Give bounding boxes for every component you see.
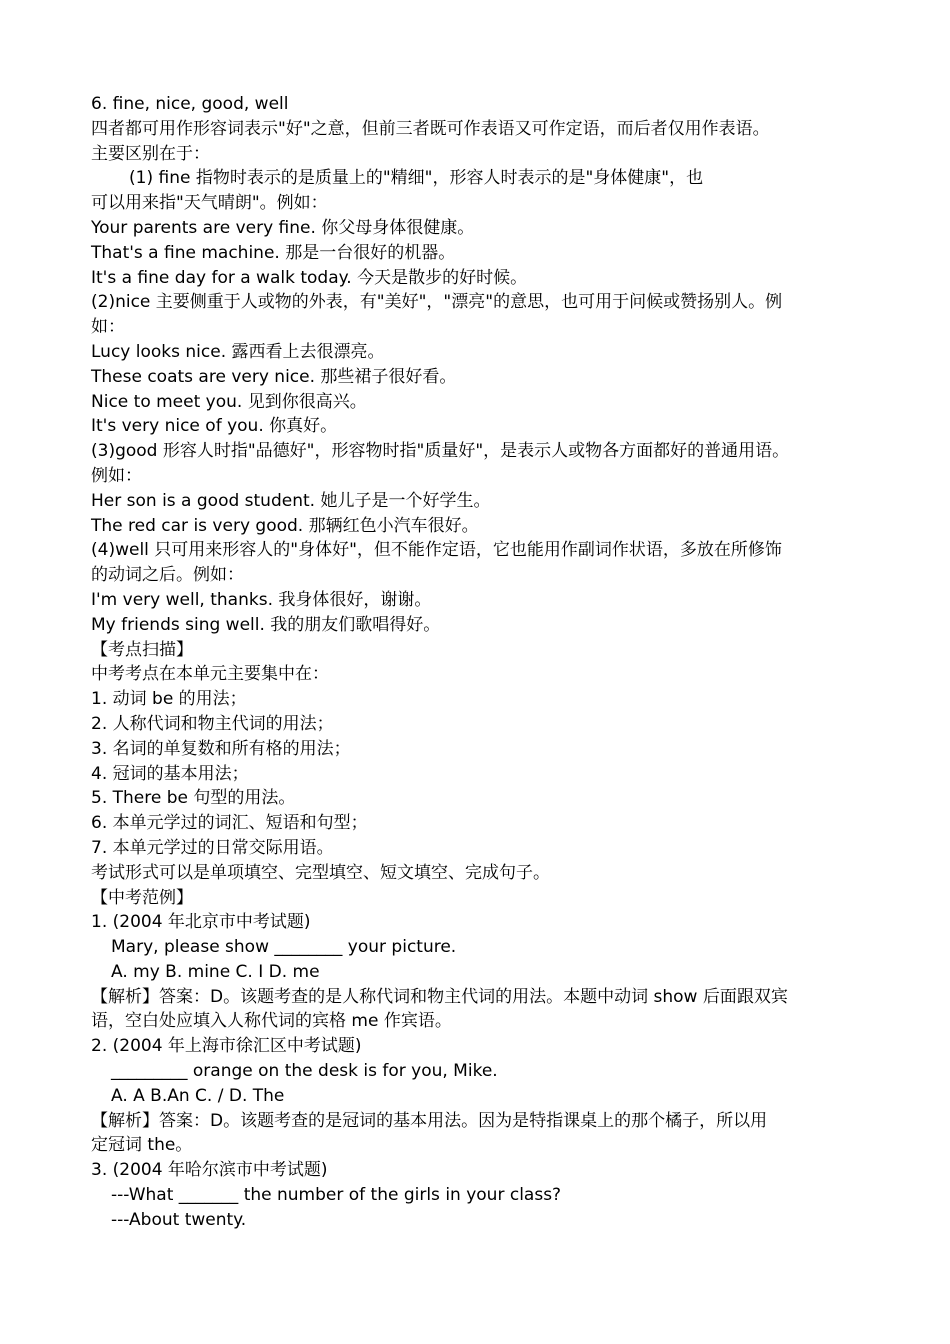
- list-item: 4. 冠词的基本用法；: [91, 763, 249, 784]
- analysis-line: 【解析】答案：D。该题考查的是冠词的基本用法。因为是特指课桌上的那个橘子，所以用: [91, 1110, 768, 1131]
- analysis-line: 定冠词 the。: [91, 1135, 193, 1156]
- example-sentence: My friends sing well. 我的朋友们歌唱得好。: [91, 614, 441, 635]
- paragraph-line: 可以用来指"天气晴朗"。例如：: [91, 193, 328, 214]
- document-page: [91, 92, 861, 1233]
- example-sentence: I'm very well, thanks. 我身体很好，谢谢。: [91, 589, 432, 610]
- paragraph-line: 主要区别在于：: [91, 143, 210, 164]
- list-item: 1. 动词 be 的用法；: [91, 689, 247, 710]
- question-sentence: Mary, please show ________ your picture.: [111, 937, 457, 958]
- example-sentence: These coats are very nice. 那些裙子很好看。: [91, 366, 457, 387]
- paragraph-line: 的动词之后。例如：: [91, 565, 244, 586]
- paragraph-line: (4)well 只可用来形容人的"身体好"，但不能作定语，它也能用作副词作状语，多放在所修饰: [91, 540, 782, 561]
- analysis-line: 语，空白处应填入人称代词的宾格 me 作宾语。: [91, 1011, 452, 1032]
- example-sentence: Your parents are very fine. 你父母身体很健康。: [91, 217, 475, 238]
- question-heading: 2. (2004 年上海市徐汇区中考试题): [91, 1036, 362, 1057]
- paragraph-line: 中考考点在本单元主要集中在：: [91, 664, 329, 685]
- list-item: 5. There be 句型的用法。: [91, 788, 296, 809]
- analysis-line: 【解析】答案：D。该题考查的是人称代词和物主代词的用法。本题中动词 show 后面跟双宾: [91, 986, 788, 1007]
- example-sentence: That's a fine machine. 那是一台很好的机器。: [91, 242, 456, 263]
- question-heading: 1. (2004 年北京市中考试题): [91, 912, 311, 933]
- question-sentence: ---About twenty.: [111, 1209, 247, 1230]
- section-heading: 【中考范例】: [91, 887, 193, 908]
- example-sentence: Nice to meet you. 见到你很高兴。: [91, 391, 367, 412]
- paragraph-line: (2)nice 主要侧重于人或物的外表，有"美好"，"漂亮"的意思，也可用于问候或赞扬别人。例: [91, 292, 783, 313]
- question-heading: 3. (2004 年哈尔滨市中考试题): [91, 1160, 328, 1181]
- section-heading: 【考点扫描】: [91, 639, 193, 660]
- paragraph-line: (1) fine 指物时表示的是质量上的"精细"，形容人时表示的是"身体健康"，也: [129, 168, 704, 189]
- list-item: 2. 人称代词和物主代词的用法；: [91, 713, 334, 734]
- example-sentence: The red car is very good. 那辆红色小汽车很好。: [91, 515, 479, 536]
- list-item: 6. 本单元学过的词汇、短语和句型；: [91, 813, 368, 834]
- paragraph-line: 例如：: [91, 465, 142, 486]
- paragraph-line: 四者都可用作形容词表示"好"之意，但前三者既可作表语又可作定语，而后者仅用作表语。: [91, 118, 770, 139]
- question-sentence: _________ orange on the desk is for you, Mike.: [111, 1061, 498, 1082]
- paragraph-line: 如：: [91, 317, 125, 338]
- example-sentence: Lucy looks nice. 露西看上去很漂亮。: [91, 341, 385, 362]
- paragraph-line: (3)good 形容人时指"品德好"，形容物时指"质量好"，是表示人或物各方面都好的普通用语。: [91, 441, 790, 462]
- list-item: 7. 本单元学过的日常交际用语。: [91, 837, 334, 858]
- heading-word-list: 6. fine, nice, good, well: [91, 94, 289, 114]
- question-sentence: ---What _______ the number of the girls in your class?: [111, 1185, 562, 1206]
- list-item: 3. 名词的单复数和所有格的用法；: [91, 738, 351, 759]
- paragraph-line: 考试形式可以是单项填空、完型填空、短文填空、完成句子。: [91, 862, 550, 883]
- question-options: A. A B.An C. / D. The: [111, 1085, 285, 1106]
- example-sentence: It's a fine day for a walk today. 今天是散步的好时候。: [91, 267, 528, 288]
- question-options: A. my B. mine C. I D. me: [111, 961, 320, 982]
- example-sentence: It's very nice of you. 你真好。: [91, 416, 338, 437]
- example-sentence: Her son is a good student. 她儿子是一个好学生。: [91, 490, 491, 511]
